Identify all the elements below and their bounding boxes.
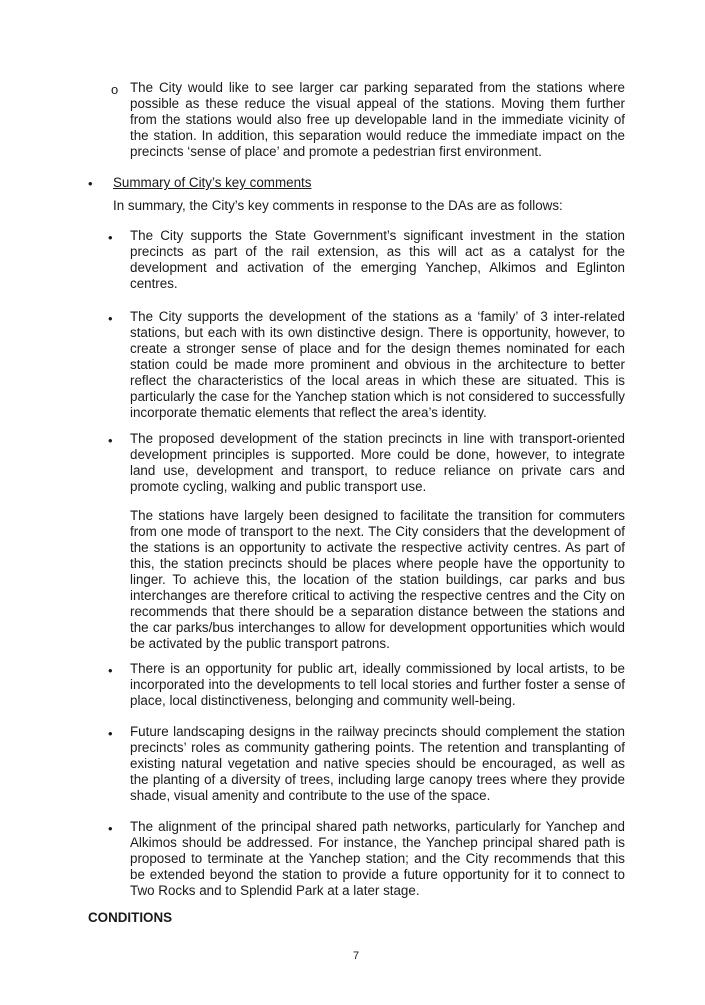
summary-heading: Summary of City’s key comments [113, 175, 312, 190]
bullet-marker: • [108, 821, 113, 836]
comment-1: The City supports the State Government’s significant investment in the station precincts as part of the rail extension, as this will act as a catalyst for the development and activation of the emerging Yanchep, Alkimos and Eglinton centres. [130, 228, 625, 291]
bullet-marker: • [108, 433, 113, 448]
comment-2: The City supports the development of the stations as a ‘family’ of 3 inter-related stations, but each with its own distinctive design. There is opportunity, however, to create a stronger sense of place and for the design themes nominated for each station could be made more prominent and obvious in the architecture to better reflect the characteristics of the local areas in which these are situated. This is particularly the case for the Yanchep station which is not considered to successfully incorporate thematic elements that reflect the area’s identity. [130, 309, 625, 420]
bullet-marker: • [108, 230, 113, 245]
page-number: 7 [353, 950, 360, 962]
comment-3: The proposed development of the station precincts in line with transport-oriented development principles is supported. More could be done, however, to integrate land use, development and transport, to reduce reliance on private cars and promote cycling, walking and public transport use. [130, 431, 625, 494]
bullet-marker: • [108, 726, 113, 741]
conditions-heading: CONDITIONS [88, 910, 173, 925]
comment-4: There is an opportunity for public art, ideally commissioned by local artists, to be incorporated into the developments to tell local stories and further foster a sense of place, local distinctiveness, belonging and community well-being. [130, 661, 625, 708]
bullet-marker: • [108, 311, 113, 326]
comment-3-continuation: The stations have largely been designed to facilitate the transition for commuters from one mode of transport to the next. The City considers that the development of the stations is an opportunity to activate the respective activity centres. As part of this, the station precincts should be places where people have the opportunity to linger. To achieve this, the location of the station buildings, car parks and bus interchanges are therefore critical to activing the respective centres and the City on recommends that there should be a separation distance between the stations and the car parks/bus interchanges to allow for development opportunities which would be activated by the public transport patrons. [130, 508, 625, 651]
bullet-marker: • [88, 176, 93, 191]
comment-6: The alignment of the principal shared path networks, particularly for Yanchep and Alkimos should be addressed. For instance, the Yanchep principal shared path is proposed to terminate at the Yanchep station; and the City recommends that this be extended beyond the station to provide a future opportunity for it to connect to Two Rocks and to Splendid Park at a later stage. [130, 819, 625, 898]
bullet-marker: • [108, 663, 113, 678]
sub-bullet-marker: o [111, 82, 119, 97]
comment-5: Future landscaping designs in the railway precincts should complement the station precincts’ roles as community gathering points. The retention and transplanting of existing natural vegetation and native species should be encouraged, as well as the planting of a diversity of trees, including large canopy trees where they provide shade, visual amenity and contribute to the use of the space. [130, 724, 625, 803]
parking-paragraph: The City would like to see larger car parking separated from the stations where possible as these reduce the visual appeal of the stations. Moving them further from the stations would also free up developable land in the immediate vicinity of the station. In addition, this separation would reduce the immediate impact on the precincts ‘sense of place’ and promote a pedestrian first environment. [130, 80, 625, 159]
summary-intro: In summary, the City’s key comments in response to the DAs are as follows: [113, 198, 563, 213]
